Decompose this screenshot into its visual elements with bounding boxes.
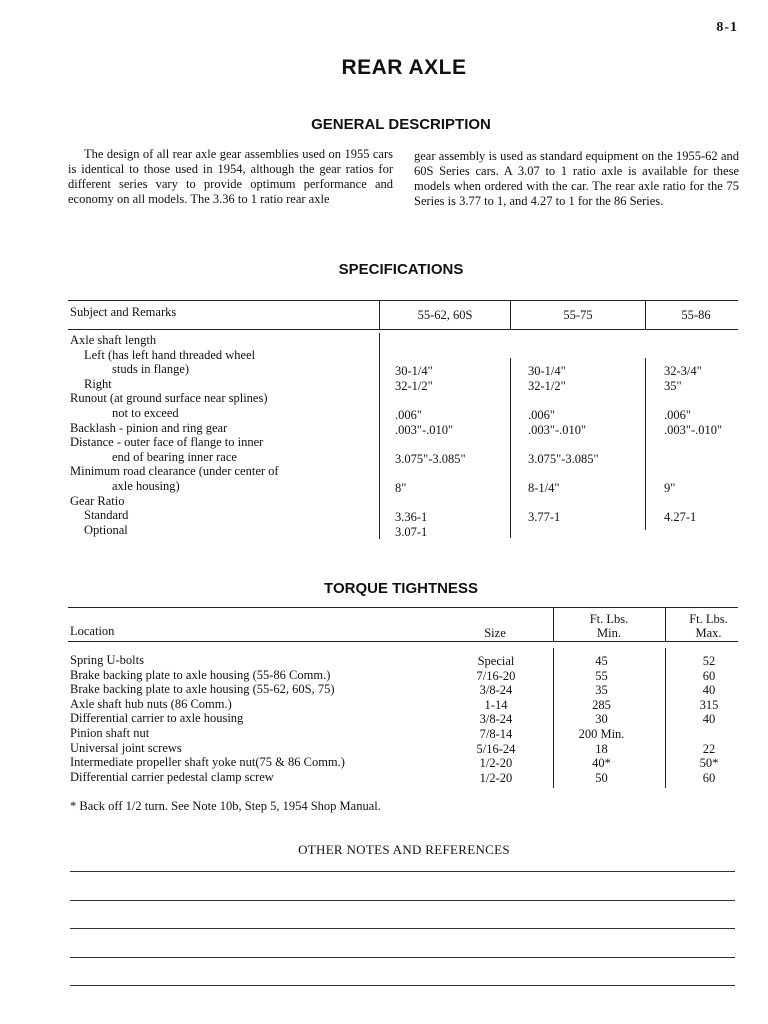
- torque-row-location: Axle shaft hub nuts (86 Comm.): [70, 696, 232, 711]
- spec-row-label: Runout (at ground surface near splines): [70, 391, 268, 406]
- torque-rule-top: [68, 607, 738, 608]
- spec-row-label: Distance - outer face of flange to inner: [70, 435, 264, 450]
- torque-row-location: Intermediate propeller shaft yoke nut(75 & 86 Comm.): [70, 755, 345, 770]
- torque-row-size: 3/8-24: [479, 712, 513, 727]
- spec-cell-value: 9": [664, 481, 676, 495]
- spec-row-label: Minimum road clearance (under center of: [70, 464, 279, 479]
- spec-cell-value: 32-1/2": [528, 378, 566, 393]
- torque-row-max: 60: [702, 668, 716, 683]
- note-writing-line: [70, 957, 735, 958]
- spec-cell-value: 4.27-1: [664, 510, 697, 525]
- spec-cell-value: 32-1/2": [395, 378, 433, 393]
- spec-cell-value: 8": [395, 481, 407, 495]
- torque-row-max: 52: [702, 654, 716, 668]
- general-description-left-text: The design of all rear axle gear assemblies used on 1955 cars is identical to those used in 1954, although the gear ratios for different series vary to provide optimum performance and economy on all models. The 3.36 to 1 ratio rear axle: [68, 147, 393, 206]
- spec-row-label: end of bearing inner race: [112, 449, 237, 464]
- torque-row-min: 200 Min.: [578, 727, 625, 741]
- spec-row-label: Standard: [84, 508, 129, 523]
- torque-row-min: 50: [595, 770, 608, 785]
- torque-row-location: Spring U-bolts: [70, 653, 144, 667]
- spec-header-col: 55-75: [563, 308, 593, 322]
- spec-row-label: Axle shaft length: [70, 333, 157, 347]
- torque-row-size: 5/16-24: [476, 741, 516, 756]
- torque-row-size: 1/2-20: [479, 770, 513, 785]
- spec-col-divider: [510, 358, 511, 538]
- torque-header-min-bottom: Min.: [597, 626, 621, 640]
- spec-rule-top: [68, 300, 738, 301]
- torque-row-size: Special: [477, 654, 515, 668]
- torque-row-min: 18: [595, 741, 608, 756]
- torque-row-min: 35: [595, 683, 608, 698]
- general-description-right-text: gear assembly is used as standard equipment on the 1955-62 and 60S Series cars. A 3.07 to 1 ratio axle is available for these models when ordered with the car. The rear axle ratio for the 75 Series is 3.77 to 1, and 4.27 to 1 for the 86 Series.: [414, 149, 739, 208]
- torque-row-size: 1-14: [484, 697, 508, 712]
- spec-header-col: 55-86: [681, 308, 711, 322]
- torque-header-max-top: Ft. Lbs.: [689, 612, 728, 626]
- torque-row-min: 55: [595, 668, 608, 683]
- torque-footnote: * Back off 1/2 turn. See Note 10b, Step 5, 1954 Shop Manual.: [70, 799, 381, 813]
- spec-cell-value: 30-1/4": [528, 364, 566, 379]
- spec-cell-value: 3.36-1: [395, 510, 428, 525]
- torque-row-size: 7/16-20: [476, 668, 516, 683]
- spec-row-label: Right: [84, 376, 112, 391]
- note-writing-line: [70, 900, 735, 901]
- torque-header-max-bottom: Max.: [695, 626, 722, 640]
- spec-row-label: Optional: [84, 522, 128, 537]
- torque-row-location: Differential carrier pedestal clamp screw: [70, 769, 274, 784]
- note-writing-line: [70, 985, 735, 986]
- spec-row-label: Left (has left hand threaded wheel: [84, 347, 256, 362]
- torque-row-max: 40: [702, 712, 716, 727]
- page-number: 8-1: [716, 20, 738, 35]
- torque-row-location: Pinion shaft nut: [70, 726, 150, 740]
- spec-cell-value: .006": [664, 408, 691, 422]
- general-description-left-column: [68, 147, 393, 207]
- torque-row-min: 45: [595, 654, 608, 668]
- spec-cell-value: .003"-.010": [664, 422, 723, 437]
- torque-row-size: 3/8-24: [479, 683, 513, 698]
- torque-tightness-heading: TORQUE TIGHTNESS: [324, 580, 478, 597]
- torque-row-location: Universal joint screws: [70, 740, 182, 755]
- torque-row-size: 1/2-20: [479, 756, 513, 771]
- spec-cell-value: .003"-.010": [395, 422, 454, 437]
- spec-row-label: studs in flange): [112, 362, 190, 377]
- spec-row-label: Backlash - pinion and ring gear: [70, 420, 228, 435]
- spec-row-label: not to exceed: [112, 406, 179, 420]
- torque-row-min: 285: [592, 697, 611, 712]
- spec-cell-value: .006": [528, 408, 555, 422]
- torque-row-max: 22: [702, 741, 716, 756]
- spec-cell-value: 3.77-1: [528, 510, 561, 525]
- spec-rule-header: [68, 329, 738, 330]
- torque-row-size: 7/8-14: [479, 727, 513, 741]
- torque-header-size: Size: [484, 626, 506, 640]
- specifications-heading: SPECIFICATIONS: [338, 261, 464, 278]
- spec-col-divider: [379, 333, 380, 539]
- page-title: REAR AXLE: [341, 56, 467, 79]
- torque-row-max: 50*: [699, 756, 719, 771]
- torque-row-min: 40*: [592, 756, 611, 771]
- spec-header-col: 55-62, 60S: [417, 308, 473, 322]
- spec-cell-value: 3.07-1: [395, 524, 428, 539]
- spec-cell-value: .003"-.010": [528, 422, 587, 437]
- spec-cell-value: 35": [664, 378, 682, 393]
- spec-cell-value: 3.075"-3.085": [395, 451, 466, 466]
- other-notes-heading: OTHER NOTES AND REFERENCES: [298, 842, 510, 857]
- general-description-heading: GENERAL DESCRIPTION: [311, 116, 491, 133]
- spec-cell-value: 3.075"-3.085": [528, 451, 599, 466]
- spec-cell-value: 8-1/4": [528, 481, 560, 495]
- torque-row-location: Differential carrier to axle housing: [70, 711, 244, 726]
- torque-rule-header: [68, 641, 738, 642]
- torque-row-location: Brake backing plate to axle housing (55-62, 60S, 75): [70, 682, 335, 697]
- spec-col-divider: [645, 358, 646, 530]
- torque-header-min-top: Ft. Lbs.: [589, 612, 629, 626]
- spec-cell-value: 32-3/4": [664, 364, 702, 379]
- spec-header-subject: Subject and Remarks: [70, 305, 177, 319]
- torque-row-location: Brake backing plate to axle housing (55-86 Comm.): [70, 667, 331, 682]
- spec-cell-value: .006": [395, 408, 422, 422]
- general-description-right-column: [414, 149, 739, 209]
- spec-cell-value: 30-1/4": [395, 364, 433, 379]
- spec-row-label: Gear Ratio: [70, 493, 125, 508]
- torque-header-location: Location: [70, 624, 115, 638]
- torque-row-min: 30: [595, 712, 608, 727]
- torque-row-max: 315: [699, 697, 719, 712]
- note-writing-line: [70, 871, 735, 872]
- torque-row-max: 60: [702, 770, 716, 785]
- note-writing-line: [70, 928, 735, 929]
- torque-row-max: 40: [702, 683, 716, 698]
- spec-row-label: axle housing): [112, 479, 180, 493]
